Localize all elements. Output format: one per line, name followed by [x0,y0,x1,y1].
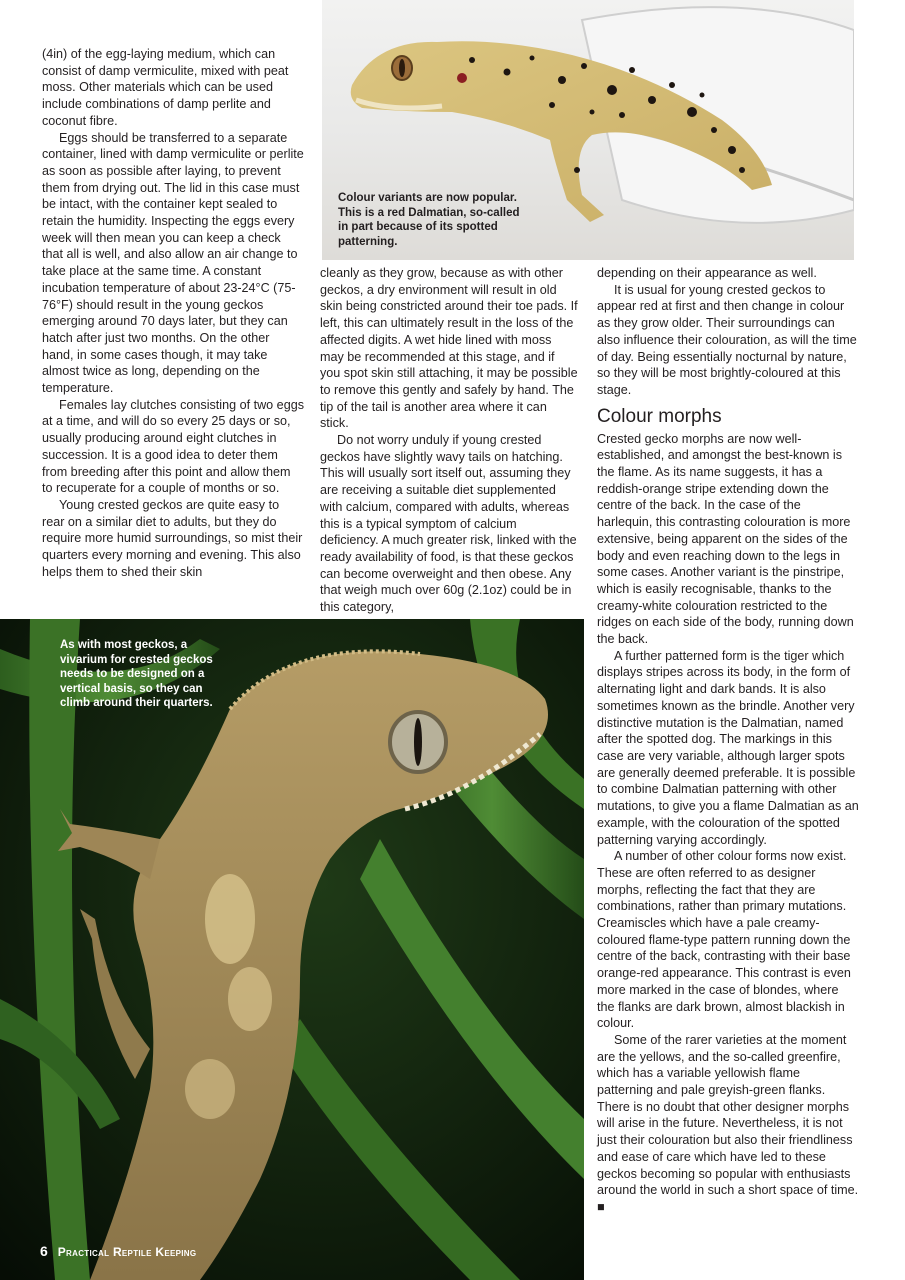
paragraph: Crested gecko morphs are now well-established, and amongst the best-known is the flame. As its name suggests, it has a reddish-orange stripe extending down the centre of the back. In the case of the harlequin, this contrasting colouration is more extensive, being apparent on the sides of the body and even reaching down to the legs in some cases. Another variant is the pinstripe, which is easily recognisable, thanks to the creamy-white colouration restricted to the ridges on each side of the body, running down the back. [597,431,854,647]
paragraph: depending on their appearance as well. [597,266,817,280]
end-mark-icon: ■ [597,1199,605,1214]
crested-gecko-photo [0,619,584,1280]
text-column-2 [320,265,578,616]
section-heading: Colour morphs [597,405,722,427]
text-column-3 [597,265,859,1216]
paragraph: Do not worry unduly if young crested geckos have slightly wavy tails on hatching. This will usually sort itself out, assuming they are receiving a suitable diet supplemented with calcium, compared with adults, whereas this is a typical symptom of calcium deficiency. A much greater risk, linked with the ready availability of food, is that these geckos can become overweight and then obese. Any that weigh much over 60g (2.1oz) could be in this category, [320,433,577,615]
paragraph: It is usual for young crested geckos to appear red at first and then change in colour as they grow older. Their surroundings can also influence their colouration, as will the time of day. Being essentially nocturnal by nature, so they will be most brightly-coloured at this stage. [597,282,857,397]
page-footer [40,1243,196,1259]
page-number: 6 [40,1243,49,1259]
paragraph-text: Some of the rarer varieties at the moment are the yellows, and the so-called greenfire, which has a variable yellowish flame patterning and pale greyish-green flanks. There is no doubt that other designer morphs will arise in the future. Nevertheless, it is not just their colouration but also their friendliness and ease of care which have led to these geckos becoming so popular with enthusiasts around the world in such a short space of time. [597,1032,859,1198]
magazine-title: Practical Reptile Keeping [57,1245,197,1259]
paragraph: (4in) of the egg-laying medium, which can consist of damp vermiculite, mixed with peat moss. Other materials which can be used include combinations of damp perlite and coconut fibre. [42,47,289,128]
paragraph: Females lay clutches consisting of two eggs at a time, and will do so every 25 days or so, usually producing around eight clutches in succession. It is a good idea to deter them from breeding after this point and allow them to recuperate for a couple of months or so. [42,397,304,496]
paragraph: cleanly as they grow, because as with other geckos, a dry environment will result in old skin being constricted around their toe pads. If left, this can ultimately result in the loss of the affected digits. A wet hide lined with moss may be recommended at this stage, and if you spot skin still attaching, it may be possible to remove this gently and safely by hand. The tip of the tail is another area where it can stick. [320,266,578,431]
paragraph: Young crested geckos are quite easy to rear on a similar diet to adults, but they do require more humid surroundings, so mist their quarters every morning and evening. This also helps them to shed their skin [42,497,303,579]
paragraph: A number of other colour forms now exist. These are often referred to as designer morphs, reflecting the fact that they are combinations, rather than primary mutations. Creamiscles which have a pale creamy-coloured flame-type pattern running down the centre of the back, contrasting with their base orange-red appearance. This contrast is even more marked in the case of blondes, where the flanks are dark brown, almost blackish in colour. [597,849,851,1031]
top-photo-caption: Colour variants are now popular. This is a red Dalmatian, so-called in part because of its spotted patterning. [338,192,520,248]
paragraph [597,1032,859,1216]
paragraph: Eggs should be transferred to a separate container, lined with damp vermiculite or perlite as soon as possible after laying, to prevent them from drying out. The lid in this case must be intact, with the container kept sealed to retain the humidity. Inspecting the eggs every week will then mean you can keep a check that all is well, and also allow an air change to take place at the same time. A constant incubation temperature of about 23-24°C (75-76°F) should result in the young geckos emerging around 70 days later, but they can hatch after just two months. On the other hand, in some cases though, it may take almost twice as long, depending on the temperature. [42,130,304,396]
big-photo-caption: As with most geckos, a vivarium for crested geckos needs to be designed on a vertical basis, so they can climb around their quarters. [60,639,213,709]
paragraph: A further patterned form is the tiger which displays stripes across its body, in the form of alternating light and dark bands. It is also sometimes known as the brindle. Another very distinctive mutation is the Dalmatian, named after the spotted dog. The markings in this case are very variable, although larger spots are generally deemed preferable. It is possible to combine Dalmatian patterning with other mutations, to give you a flame Dalmatian as an example, with the colouration of the spotted patterning varying accordingly. [597,648,859,847]
text-column-1 [42,46,304,581]
